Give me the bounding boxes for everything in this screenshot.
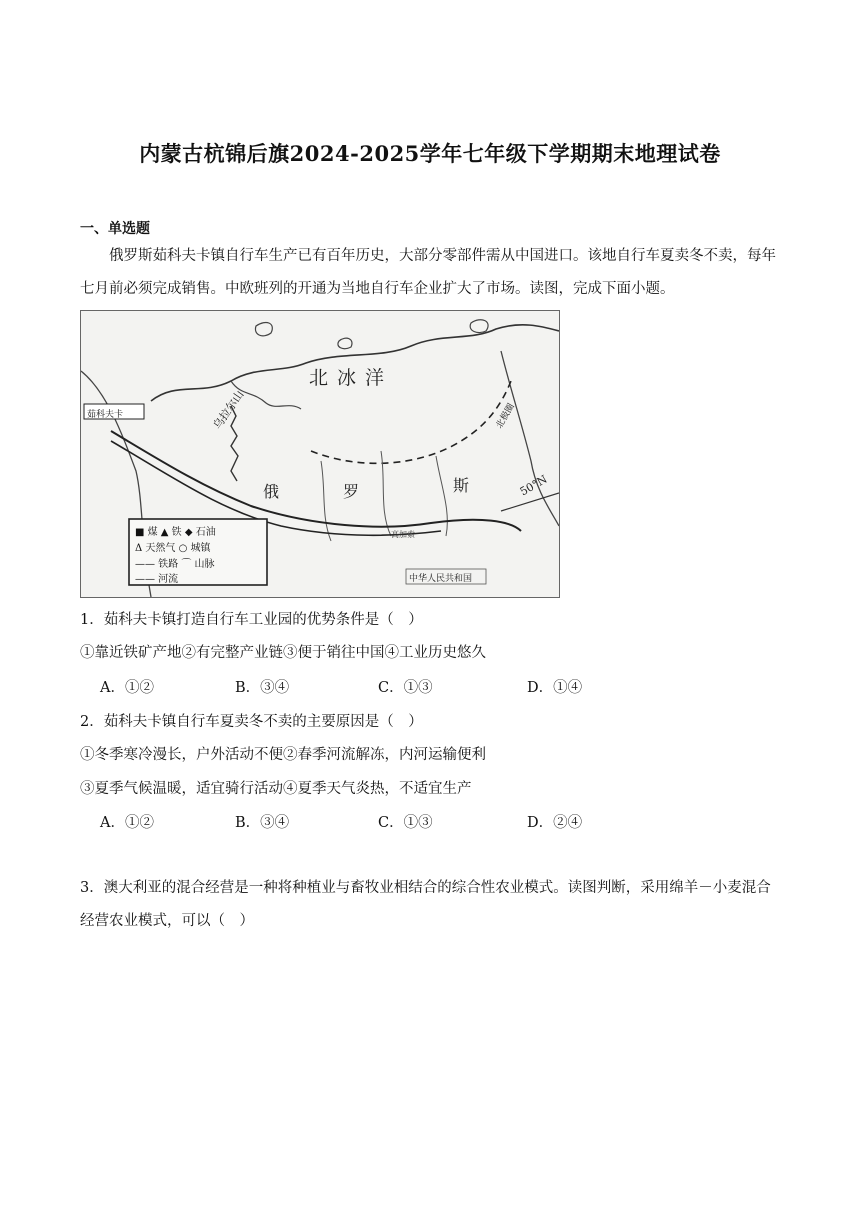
question-2-stem: 2．茹科夫卡镇自行车夏卖冬不卖的主要原因是（ ） [80,714,423,730]
q1-option-d[interactable]: D．①④ [527,680,583,696]
latitude-label: 50°N [517,472,550,499]
legend-row-3: —— 铁路 ⌒ 山脉 [135,559,215,570]
ocean-label: 北冰洋 [309,367,394,389]
q1-option-b[interactable]: B．③④ [235,680,290,696]
question-1-statements: ①靠近铁矿产地②有完整产业链③便于销往中国④工业历史悠久 [80,645,486,661]
question-2-statements-2: ③夏季气候温暖，适宜骑行活动④夏季天气炎热，不适宜生产 [80,781,472,797]
question-3-stem: 3．澳大利亚的混合经营是一种将种植业与畜牧业相结合的综合性农业模式。读图判断，采用绵羊－小麦混合经营农业模式，可以（ ） [80,880,771,929]
question-intro: 俄罗斯茹科夫卡镇自行车生产已有百年历史，大部分零部件需从中国进口。该地自行车夏卖冬不卖，每年七月前必须完成销售。中欧班列的开通为当地自行车企业扩大了市场。读图，完成下面小题。 [80,248,776,297]
country-label-1: 俄 [263,482,280,501]
mountain-label: 高加索 [391,530,415,539]
q1-option-c[interactable]: C．①③ [378,680,433,696]
q2-option-d[interactable]: D．②④ [527,815,583,831]
ural-label: 乌拉尔山 [210,388,247,432]
q2-option-b[interactable]: B．③④ [235,815,290,831]
q2-option-c[interactable]: C．①③ [378,815,433,831]
russia-map-figure [80,310,560,598]
arctic-circle-label: 北极圈 [494,402,517,431]
question-2-statements-1: ①冬季寒冷漫长，户外活动不便②春季河流解冻，内河运输便利 [80,747,486,763]
section-heading: 一、单选题 [80,221,150,237]
city-label: 茹科夫卡 [87,410,124,420]
country-label-3: 斯 [453,476,470,495]
country-label-2: 罗 [343,482,360,501]
q2-option-a[interactable]: A．①② [100,815,154,831]
legend-row-4: —— 河流 [135,574,179,585]
q1-option-a[interactable]: A．①② [100,680,154,696]
legend-row-2: Δ 天然气 ○ 城镇 [135,543,211,554]
china-label: 中华人民共和国 [409,574,473,584]
legend-row-1: ■ 煤 ▲ 铁 ◆ 石油 [135,527,216,538]
exam-title: 内蒙古杭锦后旗2024-2025学年七年级下学期期末地理试卷 [139,141,721,166]
question-1-stem: 1．茹科夫卡镇打造自行车工业园的优势条件是（ ） [80,612,423,628]
